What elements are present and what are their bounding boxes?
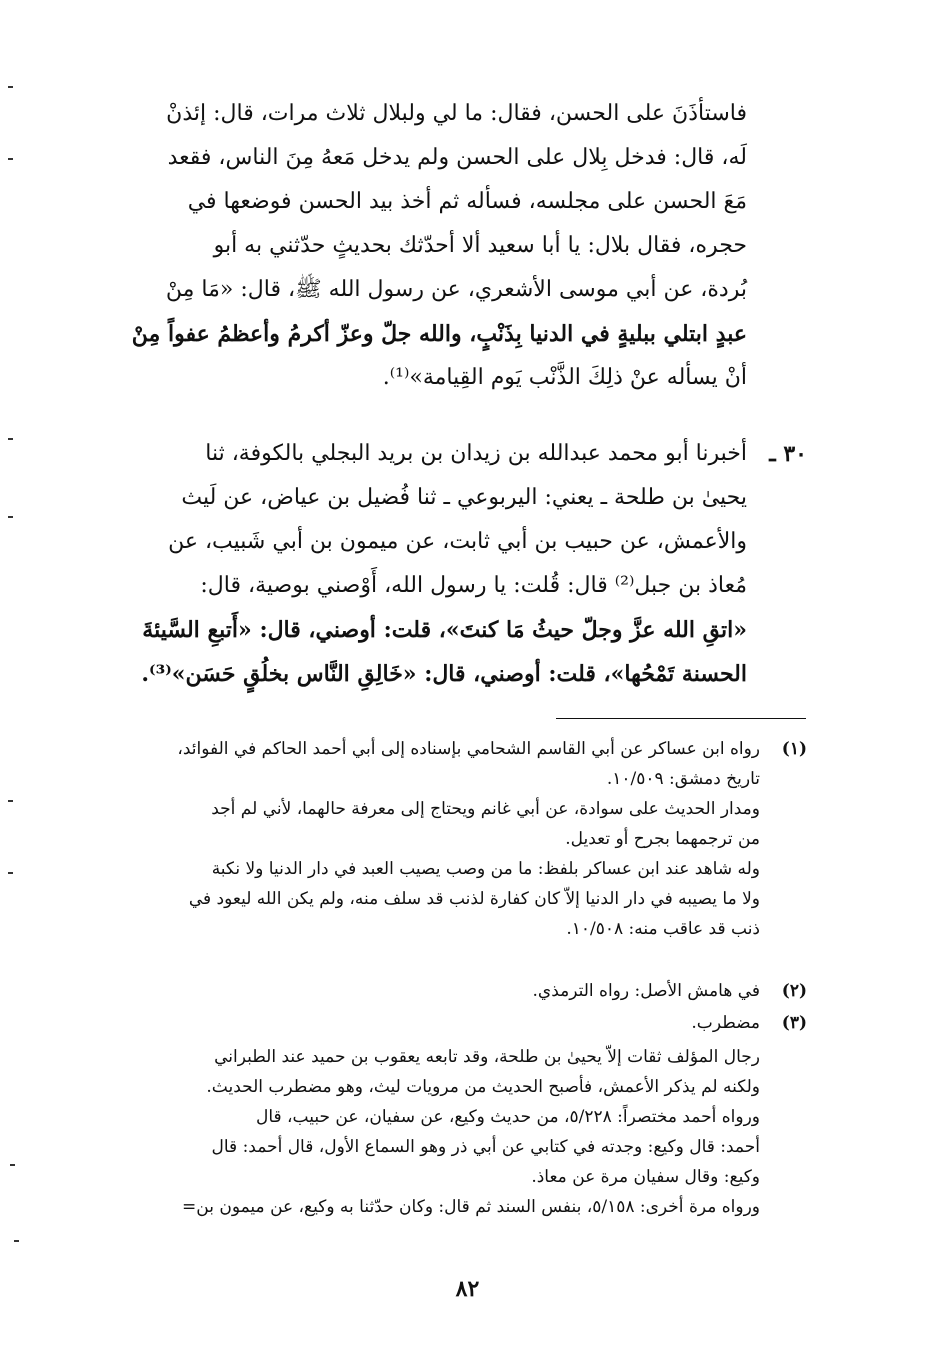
footnote-line: أحمد: قال وكيع: وجدته في كتابي عن أبي ذر وهو السماع الأول، قال أحمد: قال — [211, 1137, 760, 1157]
hadith-number: ٣٠ ـ — [769, 441, 807, 467]
footnote-line: ولكنه لم يذكر الأعمش، فأصبح الحديث من مرويات ليث، وهو مضطرب الحديث. — [206, 1077, 760, 1097]
text-line: مَعَ الحسن على مجلسه، فسأله ثم أخذ بيد الحسن فوضعها في — [187, 189, 747, 214]
scan-mark — [8, 438, 13, 440]
text-line: حجره، فقال بلال: يا أبا سعيد ألا أحدّثك بحديثٍ حدّثني به أبو — [213, 233, 747, 258]
text-line: الحسنة تَمْحُها»، قلت: أوصني، قال: «خَالِقِ النَّاس بخلُقٍ حَسَن»⁽³⁾. — [141, 661, 747, 687]
scan-mark — [14, 1240, 19, 1242]
footnote-line: رواه ابن عساكر عن أبي القاسم الشحامي بإسناده إلى أبي أحمد الحاكم في الفوائد، — [177, 739, 760, 759]
text-line: يحيىٰ بن طلحة ـ يعني: اليربوعي ـ ثنا فُضيل بن عياض، عن لَيث — [181, 485, 747, 510]
scan-mark — [10, 1164, 15, 1166]
footnote-3-number: (٣) — [781, 1013, 807, 1033]
footnote-3 — [70, 1008, 760, 1222]
scan-mark — [8, 158, 13, 160]
text-line: أنْ يسأله عنْ ذلِكَ الذَّنْب يَوم القِيامة»⁽¹⁾. — [382, 365, 747, 390]
footnote-line: تاريخ دمشق: ١٠/٥٠٩. — [606, 769, 760, 789]
text-line: والأعمش، عن حبيب بن أبي ثابت، عن ميمون بن أبي شَبيب، عن — [168, 529, 747, 554]
footnote-separator — [556, 718, 806, 719]
footnote-line: وكيع: وقال سفيان مرة عن معاذ. — [531, 1167, 760, 1187]
footnote-line: مضطرب. — [691, 1013, 760, 1033]
footnote-line: وله شاهد عند ابن عساكر بلفظ: ما من وصب يصيب العبد في دار الدنيا ولا نكبة — [211, 859, 760, 879]
footnote-2 — [70, 976, 760, 1006]
text-line: فاستأذَنَ على الحسن، فقال: ما لي ولبلال ثلاث مرات، قال: إئذنْ — [166, 101, 747, 126]
text-line: لَه، قال: فدخل بِلال على الحسن ولم يدخل مَعهُ مِنَ الناس، فقعد — [167, 145, 747, 170]
footnote-2-number: (٢) — [781, 981, 807, 1001]
footnote-line: من ترجمهما بجرح أو تعديل. — [565, 829, 760, 849]
footnote-line: ورواه مرة أخرى: ٥/١٥٨، بنفس السند ثم قال: وكان حدّثنا به وكيع، عن ميمون بن= — [182, 1197, 760, 1217]
text-line: عبدٍ ابتلي ببليةٍ في الدنيا بِذَنْبٍ، والله جلّ وعزّ أكرمُ وأعظمُ عفواً مِنْ — [131, 321, 747, 347]
scan-mark — [8, 86, 13, 88]
scan-mark — [8, 800, 13, 802]
main-paragraph-2 — [67, 432, 747, 696]
main-paragraph-1 — [67, 92, 747, 400]
text-line: «اتقِ الله عزَّ وجلّ حيثُ مَا كنتَ»، قلت: أوصني، قال: «أَتبعِ السَّيئةَ — [142, 617, 747, 643]
text-line: أخبرنا أبو محمد عبدالله بن زيدان بن بريد البجلي بالكوفة، ثنا — [205, 441, 747, 466]
scan-mark — [8, 872, 13, 874]
footnote-line: في هامش الأصل: رواه الترمذي. — [532, 981, 760, 1001]
page-number: ٨٢ — [455, 1276, 480, 1302]
scan-mark — [8, 516, 13, 518]
text-line: بُردة، عن أبي موسى الأشعري، عن رسول الله ﷺ، قال: «مَا مِنْ — [165, 277, 747, 302]
footnote-line: ومدار الحديث على سوادة، عن أبي غانم ويحتاج إلى معرفة حالهما، لأني لم أجد — [211, 799, 760, 819]
footnote-line: ولا ما يصيبه في دار الدنيا إلاّ كان كفارة لذنب قد سلف منه، ولم يكن الله ليعود في — [188, 889, 760, 909]
footnote-1 — [70, 734, 760, 944]
text-line: مُعاذ بن جبل⁽²⁾ قال: قُلت: يا رسول الله، أَوْصني بوصية، قال: — [200, 573, 747, 598]
footnote-line: رجال المؤلف ثقات إلاّ يحيىٰ بن طلحة، وقد تابعه يعقوب بن حميد عند الطبراني — [214, 1047, 760, 1067]
footnote-1-number: (١) — [781, 739, 807, 759]
footnote-line: ذنب قد عاقب منه: ١٠/٥٠٨. — [566, 919, 760, 939]
footnote-line: ورواه أحمد مختصراً: ٥/٢٢٨، من حديث وكيع، عن سفيان، عن حبيب، قال — [255, 1107, 760, 1127]
